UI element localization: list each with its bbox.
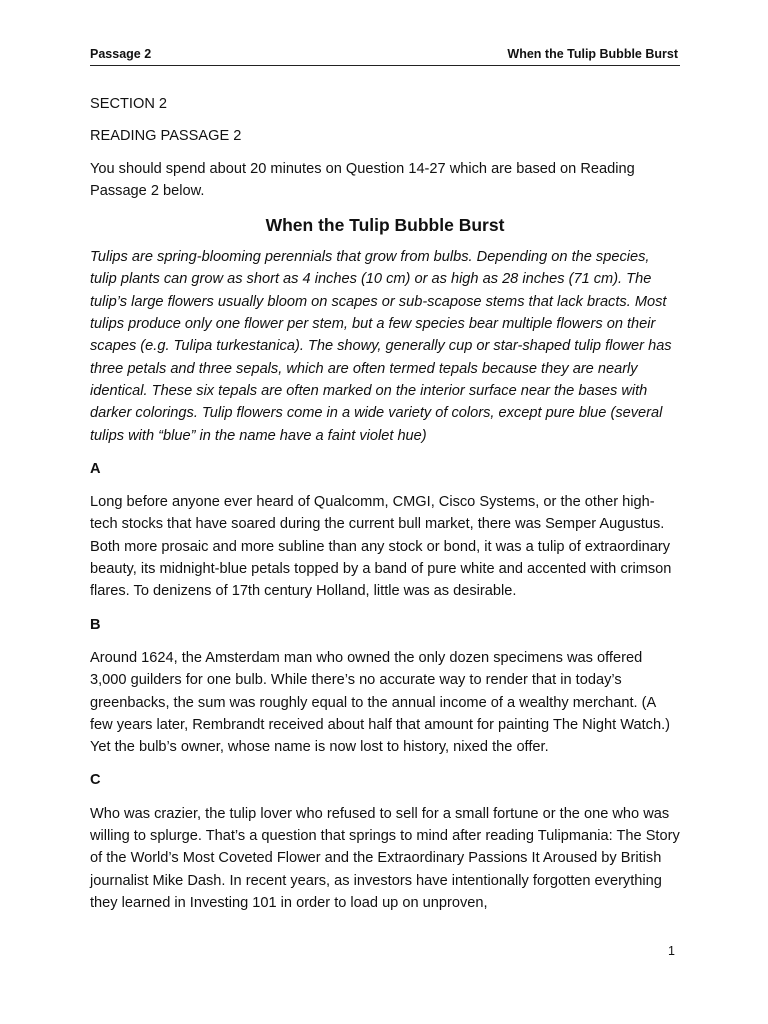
section-label-c: C — [90, 772, 101, 789]
page-header — [90, 47, 680, 66]
page-number: 1 — [668, 944, 675, 958]
paragraph-b: Around 1624, the Amsterdam man who owned the only dozen specimens was offered 3,000 guilders for one bulb. While there’s no accurate way to render that in today’s greenbacks, the sum was roughly equal to the annual income of a wealthy merchant. (A few years later, Rembrandt received about half that amount for painting The Night Watch.) Yet the bulb’s owner, whose name is now lost to history, nixed the offer. — [90, 649, 671, 756]
header-title: When the Tulip Bubble Burst — [507, 47, 678, 61]
header-passage-label: Passage 2 — [90, 47, 152, 61]
instruction-text: You should spend about 20 minutes on Question 14-27 which are based on Reading Passage 2 below. — [90, 160, 635, 199]
reading-passage-heading: READING PASSAGE 2 — [90, 128, 242, 145]
section-heading: SECTION 2 — [90, 96, 168, 112]
intro-paragraph: Tulips are spring-blooming perennials that grow from bulbs. Depending on the species, tulip plants can grow as short as 4 inches (10 cm) or as high as 28 inches (71 cm). The tulip’s large flowers usually bloom on scapes or sub-scapose stems that lack bracts. Most tulips produce only one flower per stem, but a few species bear multiple flowers on their scapes (e.g. Tulipa turkestanica). The showy, generally cup or star-shaped tulip flower has three petals and three sepals, which are often termed tepals because they are nearly identical. These six tepals are often marked on the interior surface near the bases with darker colorings. Tulip flowers come in a wide variety of colors, except pure blue (several tulips with “blue” in the name have a faint violet hue) — [90, 249, 672, 444]
paragraph-c: Who was crazier, the tulip lover who refused to sell for a small fortune or the one who was willing to splurge. That’s a question that springs to mind after reading Tulipmania: The Story of the World’s Most Coveted Flower and the Extraordinary Passions It Aroused by British journalist Mike Dash. In recent years, as investors have intentionally forgotten everything they learned in Investing 101 in order to load up on unproven, — [90, 805, 680, 911]
section-label-a: A — [90, 460, 101, 477]
paragraph-a: Long before anyone ever heard of Qualcomm, CMGI, Cisco Systems, or the other high-tech stocks that have soared during the current bull market, there was Semper Augustus. Both more prosaic and more subline than any stock or bond, it was a tulip of extraordinary beauty, its midnight-blue petals topped by a band of pure white and accented with crimson flares. To denizens of 17th century Holland, little was as desirable. — [90, 494, 672, 600]
section-label-b: B — [90, 616, 101, 633]
passage-title: When the Tulip Bubble Burst — [265, 215, 505, 236]
page-content — [90, 93, 680, 914]
